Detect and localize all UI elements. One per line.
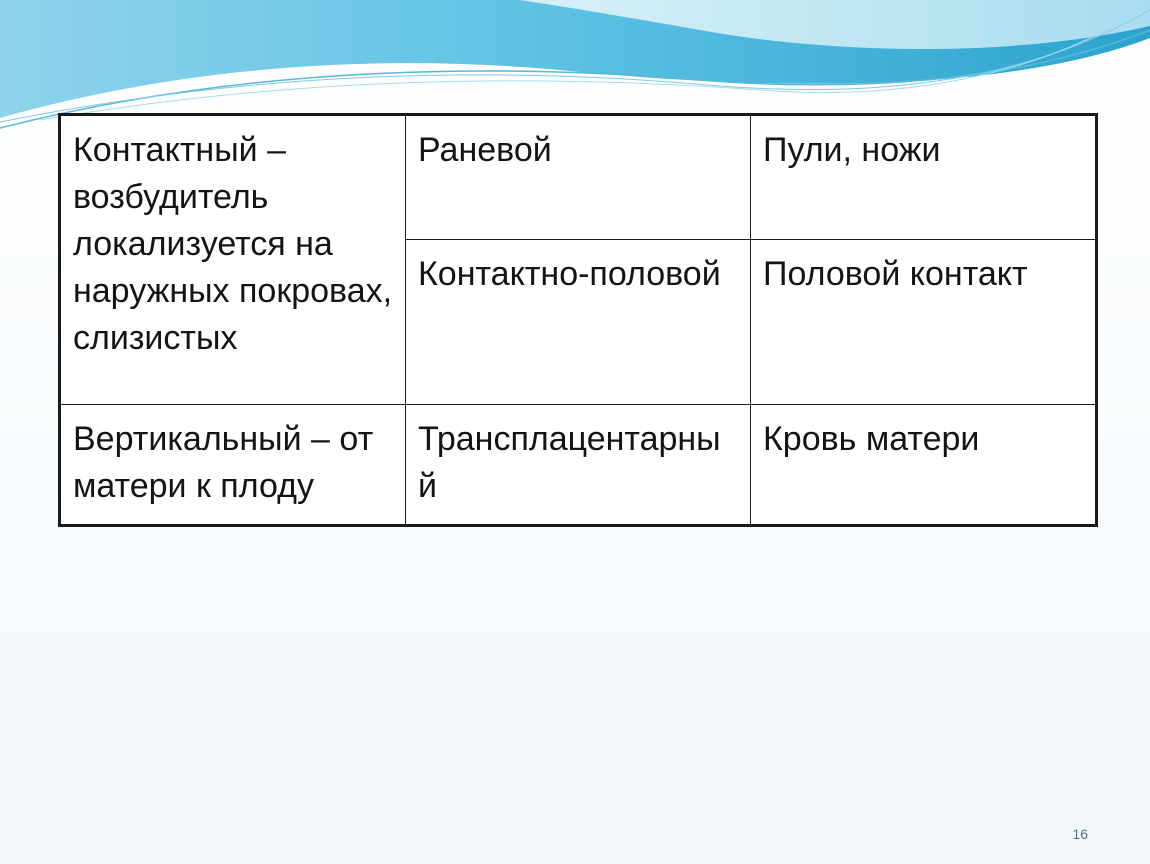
table-cell-bullets-knives: Пули, ножи [751,115,1097,240]
table-cell-wound: Раневой [406,115,751,240]
table-cell-mother-blood: Кровь матери [751,405,1097,526]
table-cell-vertical-route: Вертикальный – от матери к плоду [60,405,406,526]
table-cell-transplacental: Трансплацентарный [406,405,751,526]
page-number: 16 [1072,826,1088,842]
transmission-table [58,113,1098,527]
table-row [60,115,1097,240]
table-cell-sexual-contact: Половой контакт [751,240,1097,405]
table-cell-contact-route: Контактный – возбудитель локализуется на наружных покровах, слизистых [60,115,406,405]
table-row [60,405,1097,526]
table-cell-contact-sexual: Контактно-половой [406,240,751,405]
